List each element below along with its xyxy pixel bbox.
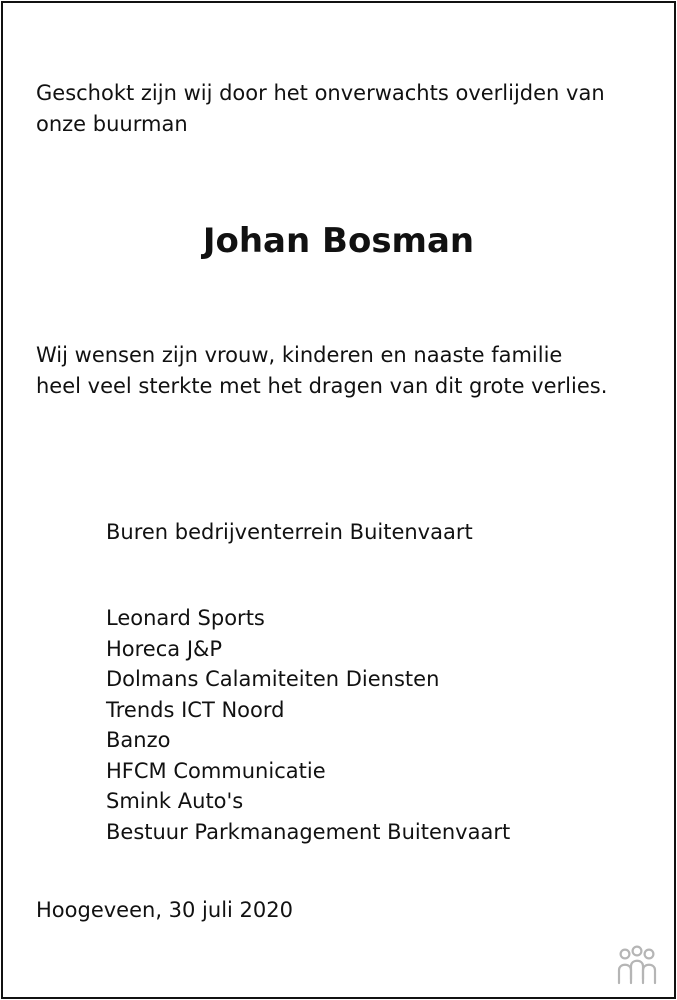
group-name: Buren bedrijventerrein Buitenvaart: [106, 520, 473, 544]
condolence-text: [36, 340, 607, 402]
notice-frame: [1, 1, 676, 999]
condolence-line-2: heel veel sterkte met het dragen van dit grote verlies.: [36, 374, 608, 398]
member-item: Dolmans Calamiteiten Diensten: [106, 667, 440, 691]
intro-line-2: onze buurman: [36, 112, 188, 136]
member-item: Smink Auto's: [106, 789, 244, 813]
people-group-icon: [612, 945, 662, 985]
member-item: Banzo: [106, 728, 171, 752]
member-item: Horeca J&P: [106, 636, 223, 661]
member-item: Trends ICT Noord: [106, 697, 285, 722]
member-list: [106, 603, 510, 847]
member-item: Leonard Sports: [106, 606, 265, 630]
deceased-name: Johan Bosman: [202, 221, 475, 261]
intro-text: [36, 78, 605, 140]
member-item: HFCM Communicatie: [106, 758, 326, 783]
place-date: Hoogeveen, 30 juli 2020: [36, 898, 293, 922]
condolence-line-1: Wij wensen zijn vrouw, kinderen en naaste familie: [36, 343, 563, 367]
intro-line-1: Geschokt zijn wij door het onverwachts overlijden van: [36, 81, 605, 105]
member-item: Bestuur Parkmanagement Buitenvaart: [106, 819, 511, 844]
